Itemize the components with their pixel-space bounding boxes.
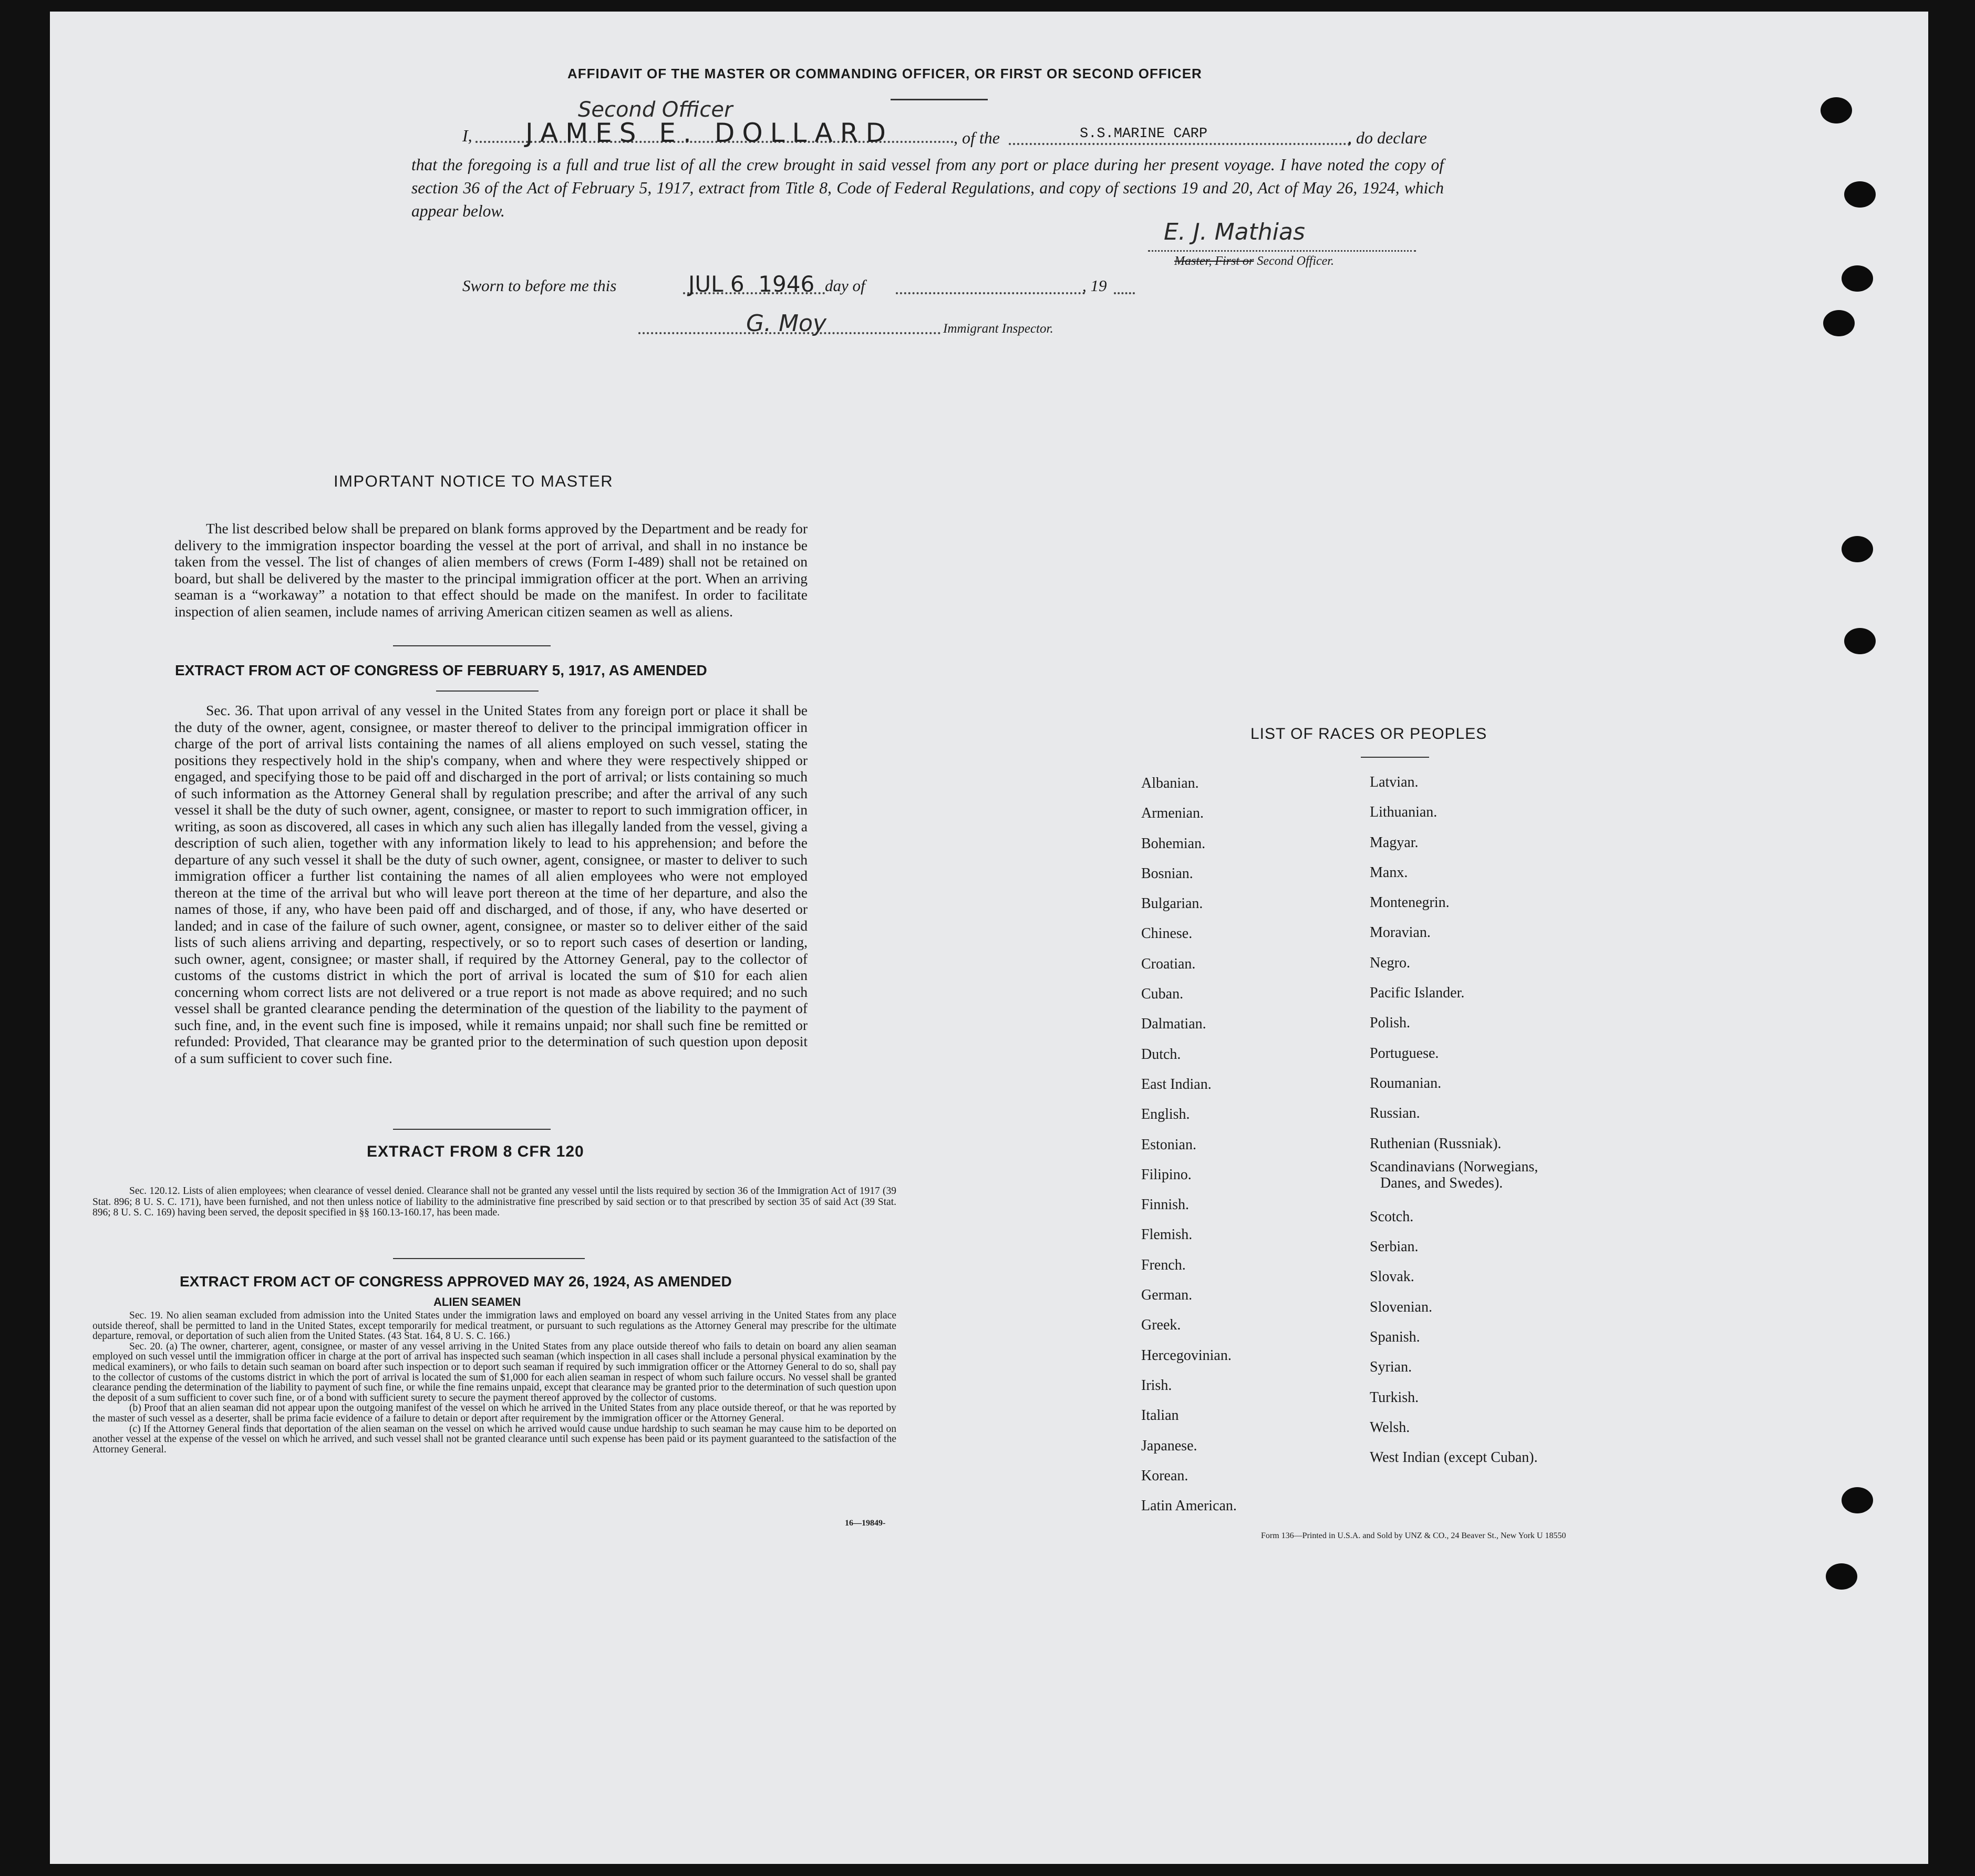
punch-hole [1842,536,1873,562]
sworn-date-stamp: JUL 6 1946 [688,271,815,297]
divider [393,1129,551,1130]
race-item: Ruthenian (Russniak). [1370,1135,1502,1152]
officer-name: JAMES E. DOLLARD [525,118,893,148]
race-item: Armenian. [1141,805,1204,822]
race-item: Greek. [1141,1317,1181,1334]
race-item: West Indian (except Cuban). [1370,1449,1538,1466]
extract-1917-body: Sec. 36. That upon arrival of any vessel in the United States from any foreign port or place it shall be the duty of the owner, agent, consignee, or master thereof to deliver to the principal immigration officer in charge of the port of arrival lists containing the names of all aliens employed on such vessel, stating the positions they respectively hold in the ship's company, when and where they were respectively shipped or engaged, and specifying those to be paid off and discharged in the port of arrival; or lists containing so much of such information as the Attorney General shall by regulation prescribe; and after the arrival of any such vessel it shall be the duty of such owner, agent, consignee, or master to report to such immigration officer, in writing, as soon as discovered, all cases in which any such alien has illegally landed from the vessel, giving a description of such alien, together with any information likely to lead to his apprehension; and before the departure of any such vessel it shall be the duty of such owner, agent, consignee, or master to deliver to such immigration officer a further list containing the names of all alien employees who were not employed thereon at the time of the arrival but who will leave port thereon at the time of her departure, and also the names of those, if any, who have been paid off and discharged, and of those, if any, who have deserted or landed; and in case of the failure of such owner, agent, consignee, or master so to deliver either of the said lists of such aliens arriving and departing, respectively, or so to report such cases of desertion or landing, such owner, agent, consignee; or master shall, if required by the Attorney General, pay to the collector of customs of the customs district in which the port of arrival is located the sum of $10 for each alien concerning whom correct lists are not delivered or a true report is not made as above required; and no such vessel shall be granted clearance pending the determination of the question of the liability to the payment of such fine, and, in the event such fine is imposed, while it remains unpaid; nor shall such fine be remitted or refunded: Provided, That clearance may be granted prior to the determination of such question upon deposit of a sum sufficient to cover such fine. [174,702,808,1066]
race-item: Russian. [1370,1105,1420,1122]
affidavit-heading: AFFIDAVIT OF THE MASTER OR COMMANDING OFFICER, OR FIRST OR SECOND OFFICER [567,66,1202,81]
vessel-line [1009,143,1350,145]
race-item: Chinese. [1141,925,1193,942]
race-item: Welsh. [1370,1419,1410,1436]
sec-20a: Sec. 20. (a) The owner, charterer, agent, consignee, or master of any vessel arriving in the United States from any place outside thereof who fails to detain on board any alien seaman employed on such vessel until the immigration officer in charge at the port of arrival has inspected such seaman (which inspection in all cases shall include a personal physical examination by the medical examiners), or who fails to detain such seaman on board after such inspection or to deport such seaman if required by such immigration officer or the Attorney General to do so, shall pay to the collector of customs of the customs district in which the port of arrival is located the sum of $1,000 for each alien seaman in respect of whom such failure occurs. No vessel shall be granted clearance pending the determination of the liability to payment of such fine, or while the fine remains unpaid, except that clearance may be granted prior to the determination of such question upon the deposit of a sum sufficient to cover such fine, or of a bond with sufficient surety to secure the payment thereof approved by the collector of customs. [92,1341,896,1404]
extract-1924-subtitle: ALIEN SEAMEN [433,1295,521,1308]
notice-body: The list described below shall be prepared on blank forms approved by the Department and be ready for delivery to the immigration inspector boarding the vessel at the port of arrival, and shall in no instance be taken from the vessel. The list of changes of alien members of crews (Form I-489) shall not be retained on board, but shall be delivered by the master to the principal immigration officer at the port. When an arriving seaman is a “workaway” a notation to that effect should be made on the manifest. In order to facilitate inspection of alien seamen, include names of arriving American citizen seamen as well as aliens. [174,520,808,620]
sworn-text: Sworn to before me this [462,276,617,295]
signature-line [1148,250,1416,252]
race-item: Albanian. [1141,775,1199,791]
day-of-label: day of [825,276,865,295]
i-label: I, [462,126,472,145]
race-item: Italian [1141,1407,1179,1424]
races-column-2 [1370,767,1538,1473]
race-item: Croatian. [1141,955,1196,972]
punch-hole [1821,97,1852,123]
affidavit-body: that the foregoing is a full and true list of all the crew brought in said vessel from any port or place during her present voyage. I have noted the copy of section 36 of the Act of February 5, 1917, extract from Title 8, Code of Federal Regulations, and copy of sections 19 and 20, Act of May 26, 1924, which appear below. [411,156,1444,220]
race-item: Cuban. [1141,986,1184,1003]
race-item: Scandinavians (Norwegians, [1370,1158,1538,1175]
race-item: Manx. [1370,864,1408,881]
race-item: Dutch. [1141,1046,1181,1063]
race-item: Moravian. [1370,924,1431,941]
year-line [1114,292,1135,294]
punch-hole [1826,1563,1857,1590]
race-item: Japanese. [1141,1437,1197,1454]
do-declare-label: , do declare [1348,128,1427,147]
race-item: Bulgarian. [1141,895,1203,912]
year-label: , 19 [1082,276,1107,295]
race-item: Slovak. [1370,1269,1414,1285]
race-item: Montenegrin. [1370,894,1450,911]
race-item: Roumanian. [1370,1075,1442,1091]
race-item: Hercegovinian. [1141,1347,1232,1364]
punch-hole [1842,265,1873,292]
extract-cfr-body: Sec. 120.12. Lists of alien employees; when clearance of vessel denied. Clearance shall not be granted any vessel until the lists required by section 36 of the Immigration Act of 1917 (39 Stat. 896; 8 U. S. C. 171), have been furnished, and not then unless notice of liability to the administrative fine prescribed by said section or to that prescribed by section 35 of said Act (39 Stat. 896; 8 U. S. C. 169) having been served, the deposit specified in §§ 160.13-160.17, has been made. [92,1186,896,1218]
race-item: Serbian. [1370,1239,1419,1255]
signature-caption [1174,254,1334,269]
printer-line: Form 136—Printed in U.S.A. and Sold by UNZ & CO., 24 Beaver St., New York U 18550 [1261,1531,1566,1540]
inspector-signature: G. Moy [746,310,826,337]
month-line [896,292,1085,294]
divider [891,99,988,100]
race-item: Magyar. [1370,834,1419,851]
of-the-label: , of the [954,128,1000,147]
race-item: Negro. [1370,954,1410,971]
race-item: Danes, and Swedes). [1380,1174,1503,1191]
extract-1924-sections [92,1311,896,1455]
sec-20c: (c) If the Attorney General finds that deportation of the alien seaman on the vessel on which he arrived would cause undue hardship to such seaman he may cause him to be deported on another vessel at the expense of the vessel on which he arrived, and such vessel shall not be granted clearance until such expense has been paid or its payment guaranteed to the satisfaction of the Attorney General. [92,1423,896,1455]
signature-caption-text: Second Officer. [1257,254,1334,268]
race-item: Irish. [1141,1377,1172,1394]
master-signature: E. J. Mathias [1164,219,1305,245]
race-item: Latin American. [1141,1498,1237,1514]
extract-1917-title: EXTRACT FROM ACT OF CONGRESS OF FEBRUARY 5, 1917, AS AMENDED [175,662,707,678]
extract-1924-title: EXTRACT FROM ACT OF CONGRESS APPROVED MAY 26, 1924, AS AMENDED [180,1273,732,1290]
race-item: Scotch. [1370,1208,1414,1225]
race-item: Dalmatian. [1141,1016,1206,1033]
race-item: Turkish. [1370,1389,1419,1406]
vessel-name: S.S.MARINE CARP [1080,126,1208,142]
punch-hole [1844,181,1876,208]
divider [436,690,539,692]
races-column-1 [1141,768,1237,1521]
form-code: 16—19849- [845,1519,886,1528]
race-item: Korean. [1141,1467,1188,1484]
race-item: Lithuanian. [1370,804,1438,821]
punch-hole [1844,628,1876,654]
race-item: Syrian. [1370,1359,1412,1376]
notice-title: IMPORTANT NOTICE TO MASTER [334,472,614,490]
race-item: Filipino. [1141,1166,1192,1183]
race-item: Bohemian. [1141,835,1206,852]
race-item: Latvian. [1370,774,1419,790]
race-item: Polish. [1370,1015,1411,1032]
punch-hole [1842,1487,1873,1513]
signature-caption-struck: Master, First or [1174,254,1254,268]
sec-20b: (b) Proof that an alien seaman did not appear upon the outgoing manifest of the vessel on which he arrived in the United States from any place outside thereof, or that he was reported by the master of such vessel as a deserter, shall be prima facie evidence of a failure to detain or deport after requirement by the immigration officer or the Attorney General. [92,1403,896,1424]
races-title: LIST OF RACES OR PEOPLES [1250,725,1487,743]
race-item: Slovenian. [1370,1298,1432,1315]
punch-hole [1823,310,1855,336]
race-item: East Indian. [1141,1076,1212,1092]
race-item: Bosnian. [1141,865,1193,882]
race-item: Portuguese. [1370,1045,1439,1061]
race-item: French. [1141,1256,1186,1273]
race-item: Finnish. [1141,1197,1190,1213]
sec-19: Sec. 19. No alien seaman excluded from admission into the United States under the immigration laws and employed on board any vessel arriving in the United States from any place outside thereof, shall be permitted to land in the United States, except temporarily for medical treatment, or pursuant to such regulations as the Attorney General may prescribe for the ultimate departure, removal, or deportation of such alien from the United States. (43 Stat. 164, 8 U. S. C. 166.) [92,1310,896,1342]
race-item: English. [1141,1106,1190,1123]
race-item: Spanish. [1370,1329,1420,1346]
race-item: Pacific Islander. [1370,985,1465,1002]
divider [1361,757,1429,758]
divider [393,645,551,646]
race-item: Estonian. [1141,1136,1196,1153]
race-item: Flemish. [1141,1226,1193,1243]
officer-rank-handwritten: Second Officer [578,98,733,122]
extract-cfr-title: EXTRACT FROM 8 CFR 120 [367,1143,584,1160]
race-item: German. [1141,1287,1193,1304]
divider [393,1258,585,1259]
inspector-caption: Immigrant Inspector. [943,322,1053,336]
